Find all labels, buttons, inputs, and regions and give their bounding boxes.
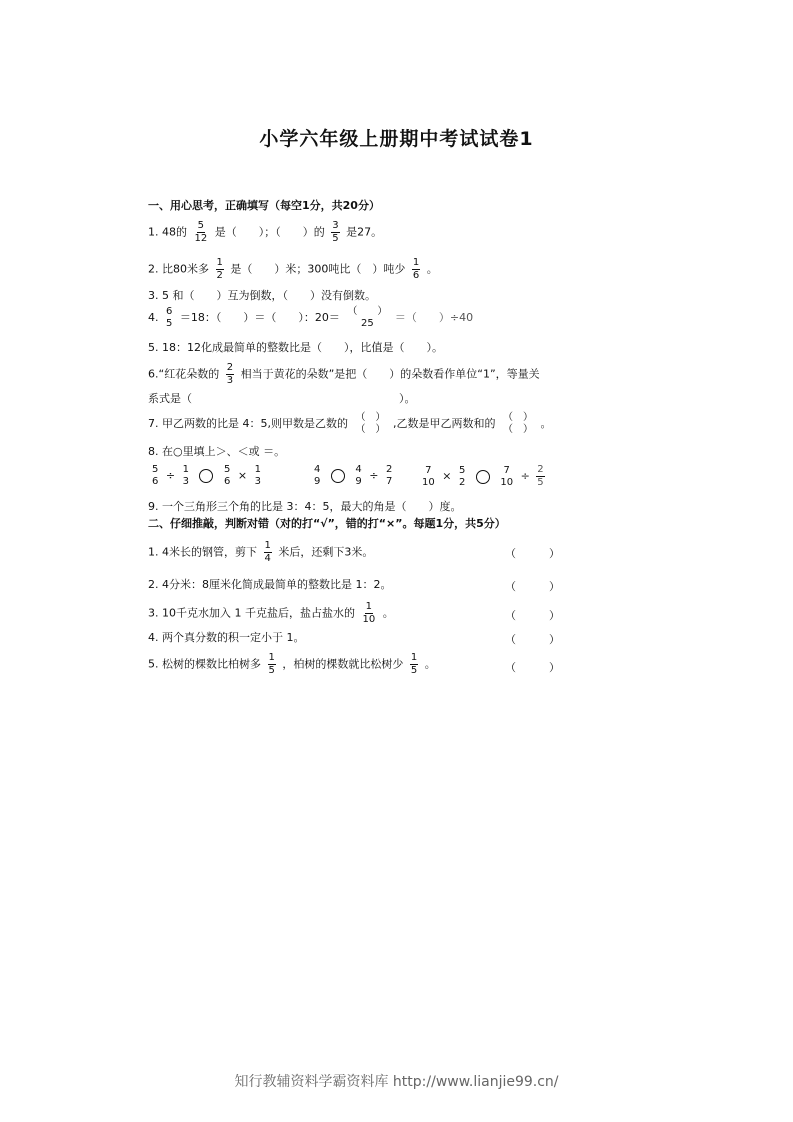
judge-2: 2. 4分米：8厘米化简成最简单的整数比是 1：2。 [148, 578, 392, 591]
question-8-group-2 [310, 464, 396, 488]
compare-circle[interactable] [199, 469, 213, 483]
fraction: $\frac{1}{10}$ [362, 601, 376, 625]
question-5: 5. 18：12化成最简单的整数比是（ ），比值是（ ）。 [148, 341, 443, 354]
fraction: 4 9 [355, 464, 362, 487]
fraction: 1 3 [254, 464, 261, 487]
q1-text-b: 是（ ）；（ ）的 [214, 225, 325, 239]
q6-text-b: 相当于黄花的朵数”是把（ ）的朵数看作单位“1”，等量关 [240, 367, 540, 381]
fraction: $\frac{1}{4}$ [264, 540, 271, 564]
compare-circle[interactable] [331, 469, 345, 483]
q1-text-a: 1. 48的 [148, 225, 187, 239]
footer-watermark: 知行教辅资料学霸资料库 http://www.lianjie99.cn/ [234, 1074, 559, 1090]
fraction: 5 2 [458, 464, 466, 488]
compare-circle[interactable] [476, 470, 490, 484]
q2-text-a: 2. 比80米多 [148, 262, 209, 276]
fraction: 6 5 [166, 306, 173, 329]
answer-box[interactable]: （ ） [505, 609, 560, 622]
question-6-line-2 [148, 392, 416, 406]
q6-text-d: ）。 [399, 392, 416, 405]
fraction: （ ） （ ） [355, 412, 386, 435]
answer-box[interactable]: （ ） [505, 547, 560, 560]
judge-5 [148, 652, 436, 677]
fraction: $\frac{2}{3}$ [226, 362, 234, 386]
question-2 [148, 257, 438, 282]
fraction: $\frac{1}{5}$ [410, 652, 418, 676]
question-9: 9. 一个三角形三个角的比是 3：4：5，最大的角是（ ）度。 [148, 500, 462, 513]
fraction: 1 3 [182, 464, 189, 487]
operator: × [237, 469, 248, 482]
judge-4: 4. 两个真分数的积一定小于 1。 [148, 631, 305, 644]
q7-text-b: ,乙数是甲乙两数和的 [392, 417, 496, 430]
j5-text-a: 5. 松树的棵数比柏树多 [148, 657, 261, 671]
q7-text-a: 7. 甲乙两数的比是 4：5,则甲数是乙数的 [148, 417, 348, 430]
fraction: 7 10 [422, 464, 435, 488]
answer-box[interactable]: （ ） [505, 580, 560, 593]
fraction: $\frac{1}{6}$ [412, 257, 420, 281]
answer-box[interactable]: （ ） [505, 661, 560, 674]
fraction: 7 10 [500, 464, 514, 488]
fraction: （ ） （ ） [502, 412, 533, 435]
fraction: $\frac{1}{2}$ [216, 257, 223, 281]
fraction: 5 6 [152, 464, 159, 487]
q2-text-c: 。 [426, 262, 438, 276]
operator: ÷ [369, 469, 379, 482]
j3-text-a: 3. 10千克水加入 1 千克盐后，盐占盐水的 [148, 606, 355, 620]
fraction: $\frac{3}{5}$ [332, 220, 339, 244]
q6-text-c: 系式是（ [148, 392, 192, 405]
question-7 [148, 412, 551, 436]
fraction: $\frac{1}{5}$ [268, 652, 275, 676]
fraction: 2 7 [385, 464, 393, 487]
operator: × [442, 469, 452, 483]
operator: ÷ [520, 469, 530, 483]
fraction: $\frac{5}{12}$ [194, 220, 208, 244]
j1-text-b: 米后，还剩下3米。 [278, 545, 374, 559]
j3-text-b: 。 [382, 606, 394, 620]
q2-text-b: 是（ ）米；300吨比（ ）吨少 [230, 262, 406, 276]
question-8-group-1 [148, 464, 265, 488]
fraction: 5 6 [223, 464, 231, 487]
question-4 [148, 306, 473, 330]
q4-text-a: 4. [148, 311, 159, 324]
q4-text-c: ＝（ ）÷40 [394, 311, 474, 324]
question-8-group-3 [418, 464, 548, 489]
q7-text-c: 。 [540, 417, 552, 430]
section-1-heading: 一、用心思考，正确填写（每空1分，共20分） [148, 199, 380, 212]
judge-3 [148, 601, 394, 626]
j5-text-b: ，柏树的棵数就比松树少 [282, 657, 404, 671]
judge-1 [148, 540, 373, 565]
fraction: $\frac{2}{5}$ [537, 464, 544, 488]
section-2-heading: 二、仔细推敲，判断对错（对的打“√”，错的打“×”。每题1分，共5分） [148, 517, 506, 530]
question-8-heading: 8. 在○里填上＞、＜或 ＝。 [148, 445, 286, 458]
question-1 [148, 220, 382, 245]
q6-text-a: 6.“红花朵数的 [148, 367, 220, 381]
q1-text-c: 是27。 [346, 225, 383, 239]
answer-box[interactable]: （ ） [505, 633, 560, 646]
fraction: （ ） 25 [347, 306, 388, 329]
page-title: 小学六年级上册期中考试试卷1 [259, 128, 534, 150]
j1-text-a: 1. 4米长的钢管，剪下 [148, 545, 257, 559]
fraction: 4 9 [314, 464, 321, 487]
j5-text-c: 。 [424, 657, 436, 671]
operator: ÷ [165, 469, 176, 482]
q4-text-b: ＝18：（ ）＝（ ）：20＝ [179, 311, 340, 324]
question-3: 3. 5 和（ ）互为倒数，（ ）没有倒数。 [148, 289, 376, 302]
question-6 [148, 362, 540, 387]
